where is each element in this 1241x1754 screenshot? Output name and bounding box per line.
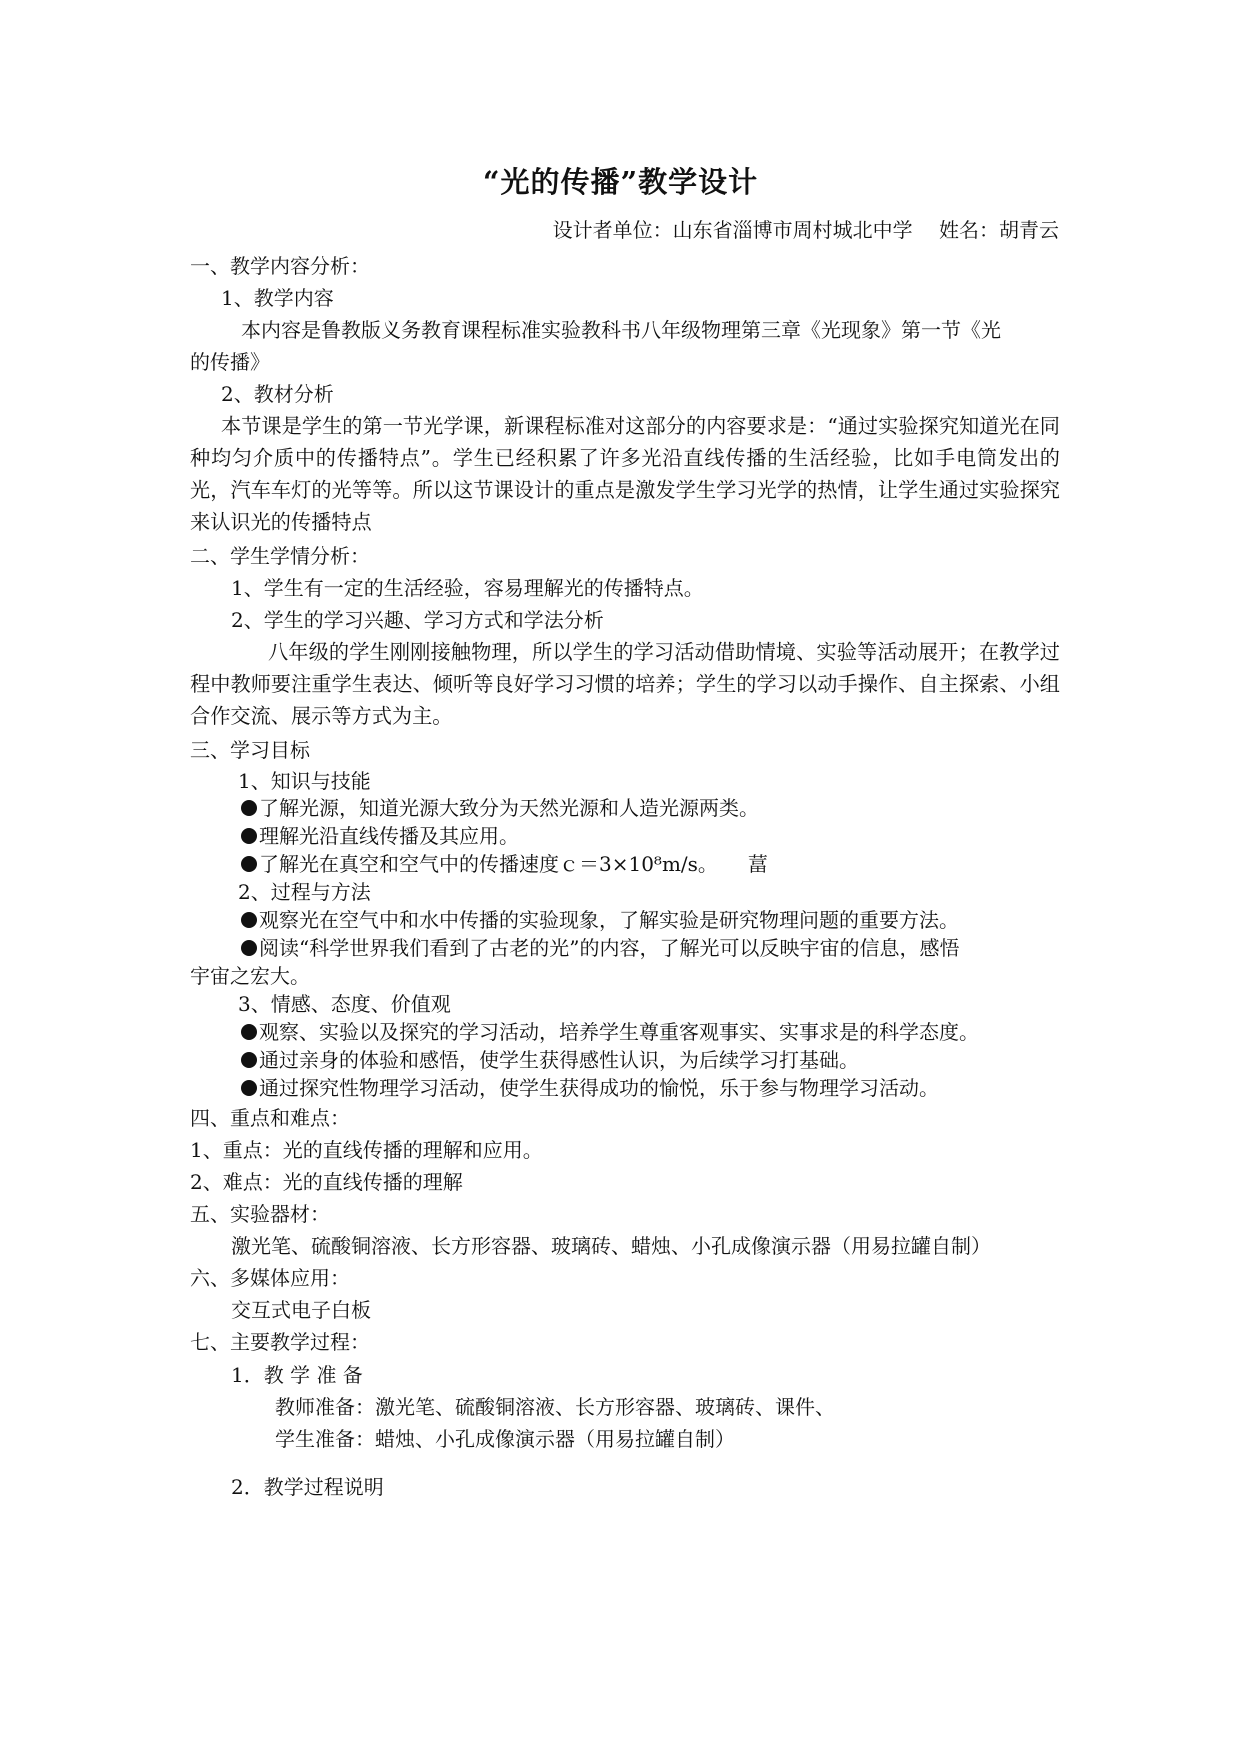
paragraph-line: 的传播》 bbox=[190, 350, 270, 374]
bullet-icon bbox=[241, 856, 257, 872]
bullet-item: 阅读“科学世界我们看到了古老的光”的内容，了解光可以反映宇宙的信息，感悟 bbox=[241, 934, 959, 962]
list-item: 2、难点：光的直线传播的理解 bbox=[190, 1170, 463, 1194]
subheading-process-description: 2．教学过程说明 bbox=[231, 1475, 384, 1499]
subheading-process-methods: 2、过程与方法 bbox=[238, 880, 371, 904]
subheading-attitude-values: 3、情感、态度、价值观 bbox=[238, 992, 451, 1016]
subheading-textbook-analysis: 2、教材分析 bbox=[221, 382, 334, 406]
equipment-list: 激光笔、硫酸铜溶液、长方形容器、玻璃砖、蜡烛、小孔成像演示器（用易拉罐自制） bbox=[231, 1234, 991, 1258]
bullet-item: 理解光沿直线传播及其应用。 bbox=[241, 822, 519, 850]
bullet-continuation: 宇宙之宏大。 bbox=[190, 964, 310, 988]
bullet-icon bbox=[241, 1080, 257, 1096]
list-item: 2、学生的学习兴趣、学习方式和学法分析 bbox=[231, 608, 604, 632]
section-heading-multimedia: 六、多媒体应用： bbox=[190, 1266, 350, 1290]
paragraph-line: 本内容是鲁教版义务教育课程标准实验教科书八年级物理第三章《光现象》第一节《光 bbox=[241, 318, 1001, 342]
paragraph-textbook-analysis: 本节课是学生的第一节光学课，新课程标准对这部分的内容要求是：“通过实验探究知道光在同种均匀介质中的传播特点”。学生已经积累了许多光沿直线传播的生活经验，比如手电筒发出的光，汽车车灯的光等等。所以这节课设计的重点是激发学生学习光学的热情，让学生通过实验探究来认识光的传播特点 bbox=[190, 414, 1060, 534]
bullet-icon bbox=[241, 1052, 257, 1068]
student-preparation: 学生准备：蜡烛、小孔成像演示器（用易拉罐自制） bbox=[275, 1427, 735, 1451]
section-heading-teaching-process: 七、主要教学过程： bbox=[190, 1330, 370, 1354]
paragraph-learning-style: 八年级的学生刚刚接触物理，所以学生的学习活动借助情境、实验等活动展开；在教学过程中教师要注重学生表达、倾听等良好学习习惯的培养；学生的学习以动手操作、自主探索、小组合作交流、展示等方式为主。 bbox=[190, 640, 1060, 728]
section-heading-learning-goals: 三、学习目标 bbox=[190, 738, 310, 762]
section-heading-key-difficult: 四、重点和难点： bbox=[190, 1106, 350, 1130]
bullet-icon bbox=[241, 912, 257, 928]
bullet-item: 观察、实验以及探究的学习活动，培养学生尊重客观事实、实事求是的科学态度。 bbox=[241, 1018, 979, 1046]
bullet-icon bbox=[241, 828, 257, 844]
bullet-icon bbox=[241, 1024, 257, 1040]
subheading-teaching-content: 1、教学内容 bbox=[221, 286, 334, 310]
author-line: 设计者单位：山东省淄博市周村城北中学 姓名：胡青云 bbox=[552, 218, 1059, 242]
list-item: 1、学生有一定的生活经验，容易理解光的传播特点。 bbox=[231, 576, 704, 600]
bullet-icon bbox=[241, 800, 257, 816]
document-title: “光的传播”教学设计 bbox=[482, 165, 759, 199]
section-heading-student-analysis: 二、学生学情分析： bbox=[190, 544, 370, 568]
bullet-icon bbox=[241, 940, 257, 956]
subheading-preparation: 1．教 学 准 备 bbox=[231, 1363, 363, 1387]
bullet-item: 了解光源，知道光源大致分为天然光源和人造光源两类。 bbox=[241, 794, 759, 822]
bullet-item: 通过探究性物理学习活动，使学生获得成功的愉悦，乐于参与物理学习活动。 bbox=[241, 1074, 939, 1102]
multimedia-text: 交互式电子白板 bbox=[231, 1298, 371, 1322]
section-heading-content-analysis: 一、教学内容分析： bbox=[190, 254, 370, 278]
bullet-item: 观察光在空气中和水中传播的实验现象，了解实验是研究物理问题的重要方法。 bbox=[241, 906, 959, 934]
list-item: 1、重点：光的直线传播的理解和应用。 bbox=[190, 1138, 543, 1162]
subheading-knowledge-skills: 1、知识与技能 bbox=[238, 769, 371, 793]
teacher-preparation: 教师准备：激光笔、硫酸铜溶液、长方形容器、玻璃砖、课件、 bbox=[275, 1395, 835, 1419]
section-heading-equipment: 五、实验器材： bbox=[190, 1202, 330, 1226]
bullet-item: 通过亲身的体验和感悟，使学生获得感性认识，为后续学习打基础。 bbox=[241, 1046, 859, 1074]
bullet-item: 了解光在真空和空气中的传播速度ｃ＝3×10⁸m/s。 葍 bbox=[241, 850, 768, 878]
